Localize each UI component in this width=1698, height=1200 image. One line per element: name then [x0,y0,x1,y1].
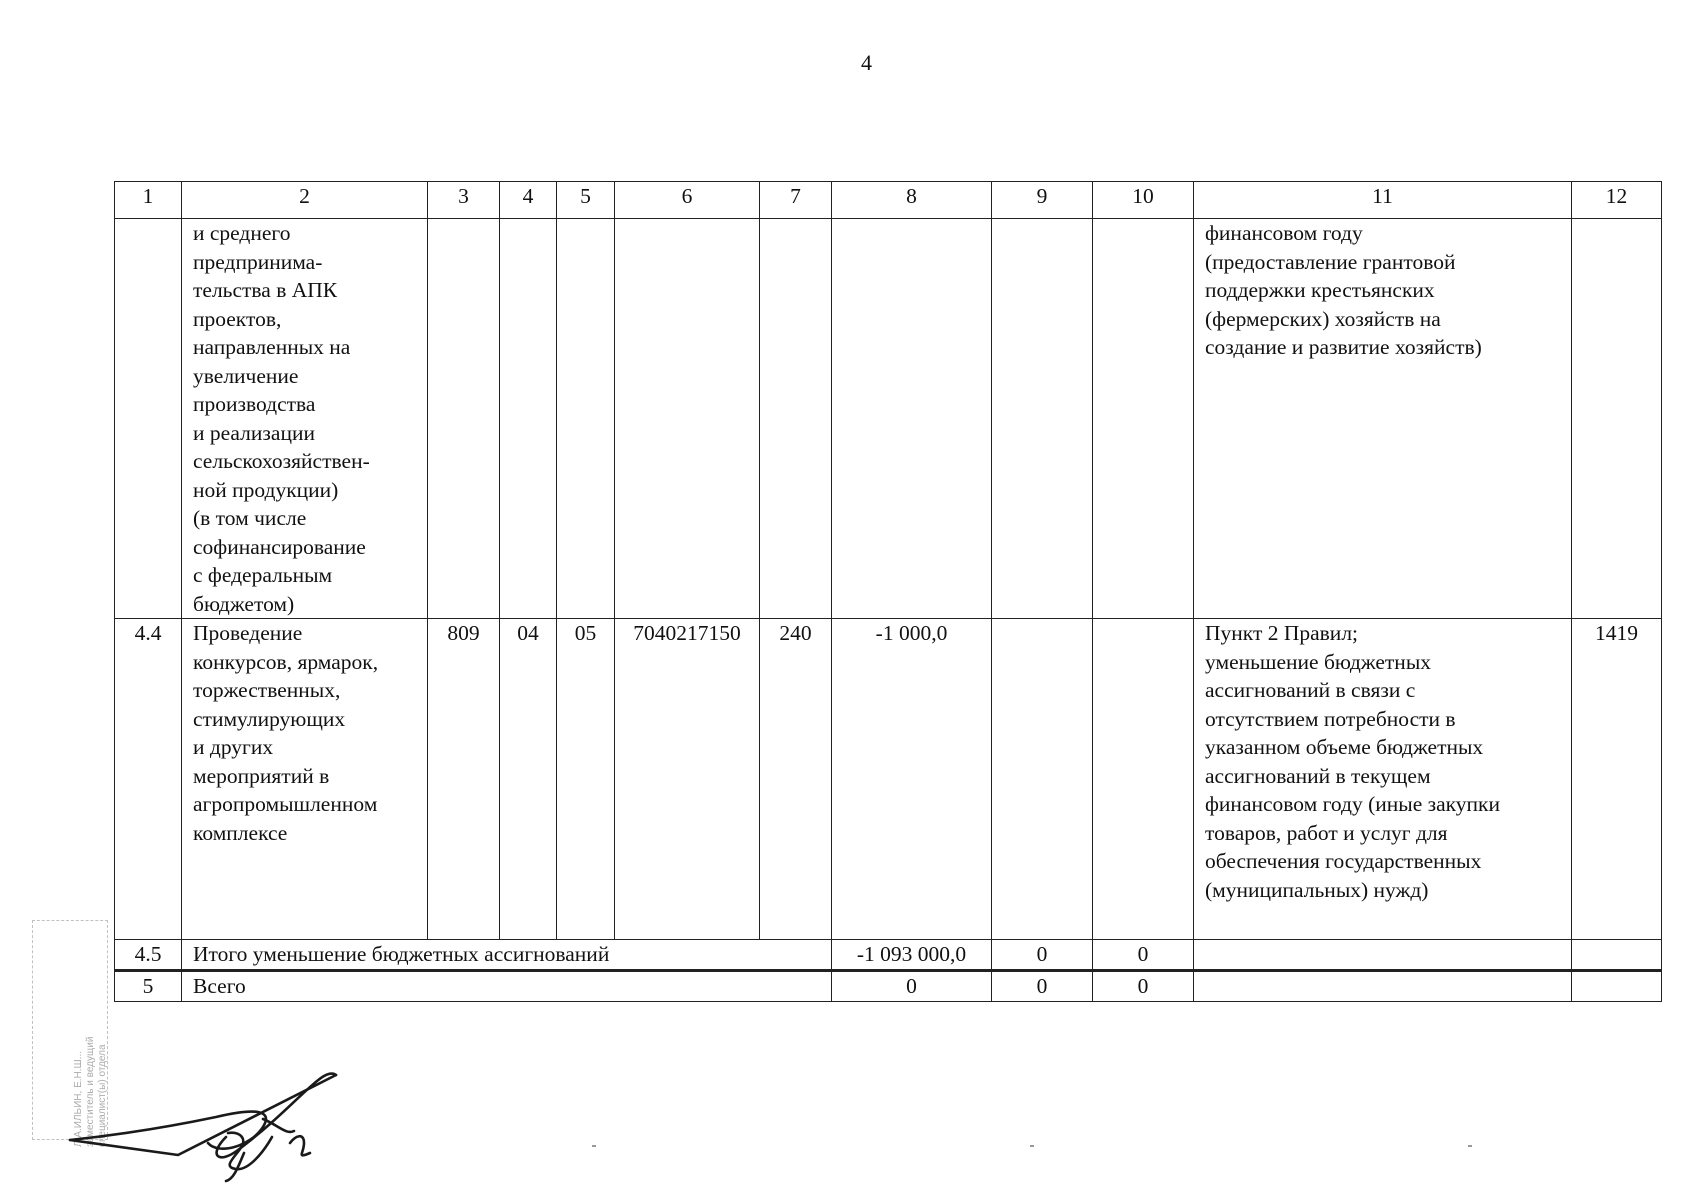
header-cell: 4 [500,182,557,219]
expense-type-cell: 240 [760,619,832,940]
table-row [115,619,1662,940]
item-description-cell: Проведение конкурсов, ярмарок, торжественных, стимулирующих и других мероприятий в агропромышленном комплексе [182,619,428,940]
stamp-text: Л.А.ИЛЬИН, Е.Н.Ш... заместитель и ведущий специалист(ы) отдела [73,1036,108,1147]
empty-cell [1194,971,1572,1002]
subsection-code-cell [557,219,615,619]
row-number-cell: 4.5 [115,940,182,971]
budget-allocation-table [114,181,1662,1002]
empty-cell [1572,940,1662,971]
amount-cell: 0 [992,940,1093,971]
amount-cell [992,619,1093,940]
empty-cell [1194,940,1572,971]
section-code-cell [500,219,557,619]
amount-cell [1093,619,1194,940]
summary-row-total-decrease [115,940,1662,971]
target-article-cell [615,219,760,619]
page-number: 4 [861,50,872,75]
expense-type-cell [760,219,832,619]
handwritten-signature [58,1035,358,1185]
header-cell: 9 [992,182,1093,219]
header-cell: 10 [1093,182,1194,219]
subsection-code-cell: 05 [557,619,615,940]
code-cell [1572,219,1662,619]
amount-cell [992,219,1093,619]
header-cell: 6 [615,182,760,219]
row-number-cell: 4.4 [115,619,182,940]
amount-cell [832,219,992,619]
target-article-cell: 7040217150 [615,619,760,940]
header-cell: 2 [182,182,428,219]
amount-cell: 0 [992,971,1093,1002]
amount-cell [1093,219,1194,619]
amount-cell: 0 [1093,971,1194,1002]
amount-cell: 0 [1093,940,1194,971]
header-cell: 5 [557,182,615,219]
item-description-cell: и среднего предпринима- тельства в АПК проектов, направленных на увеличение производства и реализации сельскохозяйствен- ной продукции) (в том числе софинансирование с федеральным бюджетом) [182,219,428,619]
amount-cell: -1 093 000,0 [832,940,992,971]
justification-cell: финансовом году (предоставление грантовой поддержки крестьянских (фермерских) хозяйств на создание и развитие хозяйств) [1194,219,1572,619]
header-cell: 3 [428,182,500,219]
ministry-code-cell [428,219,500,619]
summary-label: Итого уменьшение бюджетных ассигнований [182,940,832,971]
header-cell: 11 [1194,182,1572,219]
summary-label: Всего [182,971,832,1002]
amount-cell: 0 [832,971,992,1002]
section-code-cell: 04 [500,619,557,940]
justification-cell: Пункт 2 Правил; уменьшение бюджетных ассигнований в связи с отсутствием потребности в указанном объеме бюджетных ассигнований в текущем финансовом году (иные закупки товаров, работ и услуг для обеспечения государственных (муниципальных) нужд) [1194,619,1572,940]
amount-cell: -1 000,0 [832,619,992,940]
empty-cell [1572,971,1662,1002]
table-row [115,219,1662,619]
header-cell: 1 [115,182,182,219]
code-cell: 1419 [1572,619,1662,940]
header-cell: 12 [1572,182,1662,219]
header-cell: 7 [760,182,832,219]
row-number-cell [115,219,182,619]
header-cell: 8 [832,182,992,219]
table-header-row [115,182,1662,219]
summary-row-grand-total [115,971,1662,1002]
ministry-code-cell: 809 [428,619,500,940]
row-number-cell: 5 [115,971,182,1002]
